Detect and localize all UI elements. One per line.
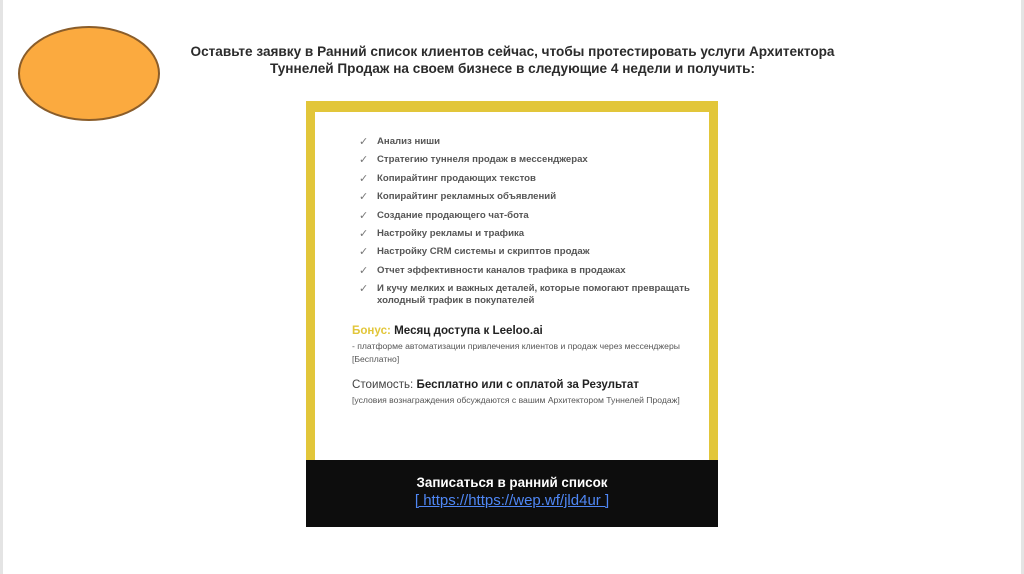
list-item xyxy=(359,228,699,240)
list-item-label: Отчет эффективности каналов трафика в продажах xyxy=(377,264,626,276)
bonus-label: Бонус: xyxy=(352,324,391,337)
orange-oval-shape xyxy=(18,26,160,121)
list-item xyxy=(359,283,699,307)
check-icon: ✓ xyxy=(359,246,369,259)
signup-text[interactable]: Записаться в ранний список xyxy=(416,475,608,490)
list-item xyxy=(359,136,699,148)
list-item xyxy=(359,210,699,222)
slide-edge-left xyxy=(0,0,3,574)
checklist xyxy=(359,136,699,314)
check-icon: ✓ xyxy=(359,154,369,167)
check-icon: ✓ xyxy=(359,283,369,296)
check-icon: ✓ xyxy=(359,264,369,277)
list-item xyxy=(359,154,699,166)
signup-banner[interactable] xyxy=(306,460,718,527)
check-icon: ✓ xyxy=(359,227,369,240)
check-icon: ✓ xyxy=(359,209,369,222)
list-item-label: Копирайтинг продающих текстов xyxy=(377,172,536,184)
list-item-label: Копирайтинг рекламных объявлений xyxy=(377,191,557,203)
list-item-label: Стратегию туннеля продаж в мессенджерах xyxy=(377,154,588,166)
headline-line-1: Оставьте заявку в Ранний список клиентов сейчас, чтобы протестировать услуги Архитектора xyxy=(190,44,835,59)
check-icon: ✓ xyxy=(359,136,369,148)
headline xyxy=(150,43,875,77)
list-item xyxy=(359,246,699,258)
price-label: Стоимость: xyxy=(352,378,414,391)
list-item-label: Создание продающего чат-бота xyxy=(377,209,529,221)
bonus-title xyxy=(352,323,692,338)
price-block xyxy=(352,377,692,407)
headline-line-2: Туннелей Продаж на своем бизнесе в следующие 4 недели и получить: xyxy=(269,61,756,76)
bonus-block xyxy=(352,323,692,365)
list-item-label: Настройку CRM системы и скриптов продаж xyxy=(377,246,590,258)
price-description: [условия вознаграждения обсуждаются с вашим Архитектором Туннелей Продаж] xyxy=(352,395,680,405)
list-item-label: И кучу мелких и важных деталей, которые помогают превращать холодный трафик в покупателей xyxy=(377,283,690,307)
offer-card-content xyxy=(315,112,709,460)
signup-link[interactable]: [ https://https://wep.wf/jld4ur ] xyxy=(414,492,610,509)
list-item-label: Настройку рекламы и трафика xyxy=(377,227,525,239)
list-item xyxy=(359,191,699,203)
list-item xyxy=(359,265,699,277)
offer-card xyxy=(306,101,718,527)
list-item-label: Анализ ниши xyxy=(377,136,441,147)
bonus-value: Месяц доступа к Leeloo.ai xyxy=(394,324,543,337)
check-icon: ✓ xyxy=(359,172,369,185)
price-title xyxy=(352,377,692,392)
check-icon: ✓ xyxy=(359,191,369,204)
bonus-description: - платформе автоматизации привлечения клиентов и продаж через мессенджеры [Бесплатно] xyxy=(352,341,680,364)
list-item xyxy=(359,173,699,185)
price-value: Бесплатно или с оплатой за Результат xyxy=(416,378,639,391)
